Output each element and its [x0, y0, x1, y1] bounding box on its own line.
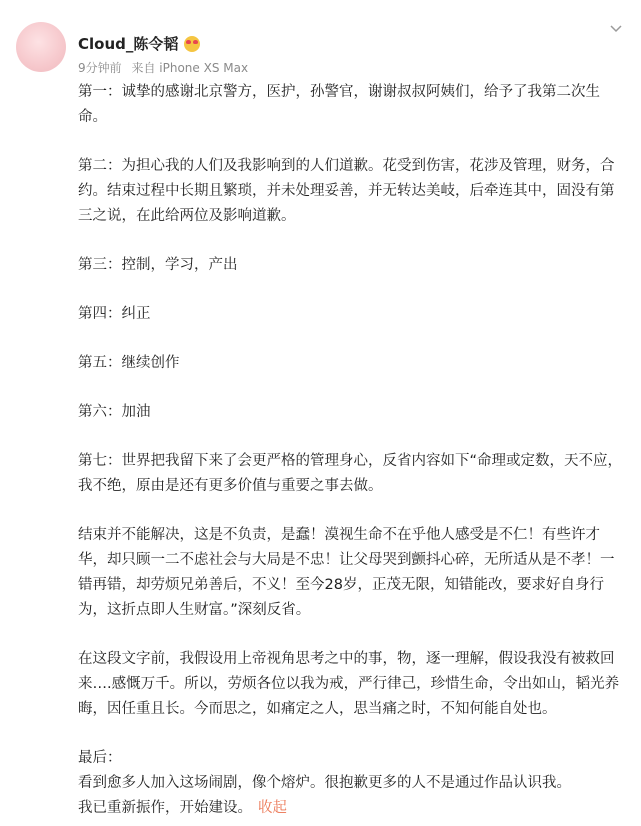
- paragraph-7: 第七：世界把我留下来了会更严格的管理身心，反省内容如下“命理或定数，天不应，我不绝，原由是还有更多价值与重要之事去做。: [78, 453, 623, 494]
- collapse-link[interactable]: 收起: [258, 800, 287, 816]
- author-name[interactable]: Cloud_陈令韬: [78, 35, 179, 53]
- paragraph-3: 第三：控制，学习，产出: [78, 257, 238, 273]
- author-row: [78, 33, 200, 54]
- closing-line-2-text: 我已重新振作，开始建设。: [78, 800, 252, 816]
- post-body: [78, 80, 623, 821]
- chevron-down-icon[interactable]: [609, 22, 623, 36]
- post-time: 9分钟前: [78, 61, 122, 75]
- heart-eyes-emoji-icon: [184, 36, 200, 52]
- avatar[interactable]: [16, 22, 66, 72]
- post-meta: [78, 59, 248, 76]
- paragraph-1: 第一：诚挚的感谢北京警方，医护，孙警官，谢谢叔叔阿姨们，给予了我第二次生命。: [78, 84, 600, 125]
- closing-line-2: [78, 796, 623, 821]
- paragraph-2: 第二：为担心我的人们及我影响到的人们道歉。花受到伤害，花涉及管理，财务，合约。结束过程中长期且繁琐，并未处理妥善，并无转达美岐，后牵连其中，固没有第三之说，在此给两位及影响道歉。: [78, 158, 615, 224]
- paragraph-6: 第六：加油: [78, 404, 151, 420]
- paragraph-5: 第五：继续创作: [78, 355, 180, 371]
- paragraph-4: 第四：纠正: [78, 306, 151, 322]
- closing-line-1: 看到愈多人加入这场闹剧，像个熔炉。很抱歉更多的人不是通过作品认识我。: [78, 775, 571, 791]
- paragraph-8: 结束并不能解决，这是不负责，是蠢！漠视生命不在乎他人感受是不仁！有些许才华，却只顾一二不虑社会与大局是不忠！让父母哭到颤抖心碎，无所适从是不孝！一错再错，却劳烦兄弟善后，不义！至今28岁，正茂无限，知错能改，要求好自身行为，这折点即人生财富。”深刻反省。: [78, 527, 615, 618]
- closing-heading: 最后：: [78, 750, 122, 766]
- post-source: 来自 iPhone XS Max: [131, 61, 249, 75]
- paragraph-9: 在这段文字前，我假设用上帝视角思考之中的事，物，逐一理解，假设我没有被救回来….感慨万千。所以，劳烦各位以我为戒，严行律己，珍惜生命，令出如山，韬光养晦，因任重且长。今而思之，如痛定之人，思当痛之时，不知何能自处也。: [78, 651, 620, 717]
